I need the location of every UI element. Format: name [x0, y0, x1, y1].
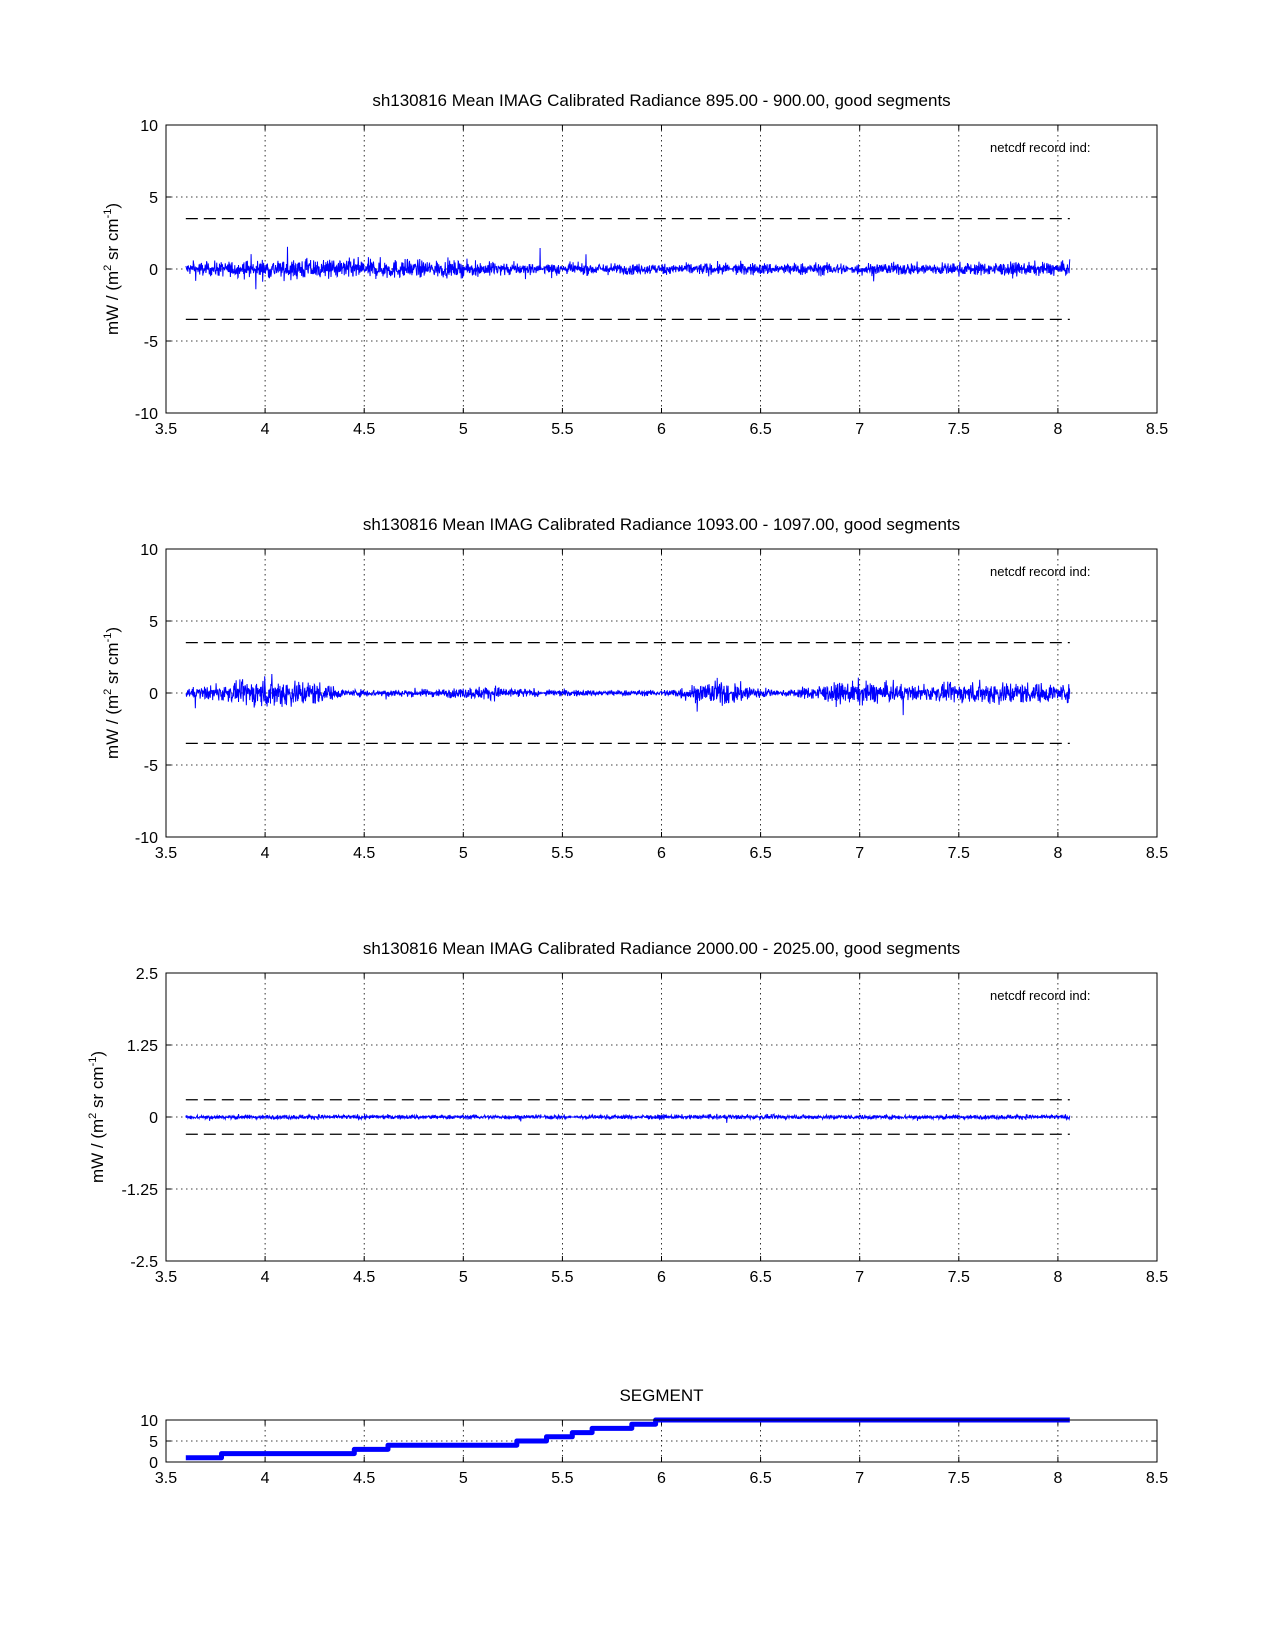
y-tick-label: 5: [149, 1434, 158, 1451]
x-tick-label: 6: [657, 1269, 666, 1286]
chart-title: sh130816 Mean IMAG Calibrated Radiance 895.00 - 900.00, good segments: [372, 91, 951, 110]
record-index-annotation: netcdf record ind:: [990, 564, 1091, 579]
x-tick-label: 5.5: [551, 421, 574, 438]
y-axis-label-text: sr cm: [103, 218, 122, 265]
y-axis-label-superscript: -1: [87, 1056, 99, 1067]
x-tick-label: 3.5: [154, 845, 178, 862]
chart-title: sh130816 Mean IMAG Calibrated Radiance 1093.00 - 1097.00, good segments: [362, 515, 961, 534]
y-axis-label-text: sr cm: [103, 642, 122, 689]
x-tick-label: 7: [855, 845, 865, 862]
y-tick-label: -10: [134, 830, 158, 847]
x-tick-label: 3.5: [154, 1269, 178, 1286]
x-tick-label: 7: [855, 1470, 865, 1487]
y-tick-label: 0: [149, 686, 158, 703]
y-tick-label: -5: [143, 758, 158, 775]
x-tick-label: 4: [260, 845, 270, 862]
x-tick-label: 7.5: [947, 421, 970, 438]
y-axis-label-superscript: 2: [102, 264, 114, 271]
y-axis-label-superscript: 2: [102, 688, 114, 695]
radiance-1093-1097-panel: [102, 515, 1168, 862]
x-tick-label: 4.5: [353, 1269, 376, 1286]
x-tick-label: 8.5: [1145, 1269, 1169, 1286]
x-tick-label: 7.5: [947, 845, 970, 862]
y-tick-label: 0: [149, 262, 158, 279]
y-axis-label-text: mW / (m: [103, 694, 122, 760]
radiance-895-900-panel: [102, 91, 1168, 438]
x-tick-label: 3.5: [154, 1470, 178, 1487]
x-tick-label: 4: [260, 421, 270, 438]
chart-title: sh130816 Mean IMAG Calibrated Radiance 2000.00 - 2025.00, good segments: [362, 939, 961, 958]
x-tick-label: 7: [855, 421, 865, 438]
y-axis-label-superscript: -1: [102, 632, 114, 643]
x-tick-label: 5.5: [551, 1470, 574, 1487]
x-tick-label: 4.5: [353, 421, 376, 438]
x-tick-label: 8.5: [1145, 1470, 1169, 1487]
x-tick-label: 5: [458, 1470, 468, 1487]
x-tick-label: 6.5: [749, 1269, 772, 1286]
x-tick-label: 6.5: [749, 1470, 772, 1487]
radiance-trace: [186, 247, 1070, 289]
x-tick-label: 4.5: [353, 845, 376, 862]
y-tick-label: 0: [149, 1455, 158, 1472]
radiance-2000-2025-panel: [87, 939, 1168, 1286]
x-tick-label: 4: [260, 1470, 270, 1487]
x-tick-label: 7: [855, 1269, 865, 1286]
y-axis-label-text: mW / (m: [88, 1118, 107, 1184]
y-axis-label-superscript: -1: [102, 208, 114, 219]
x-tick-label: 5: [458, 845, 468, 862]
y-tick-label: 0: [149, 1110, 158, 1127]
record-index-annotation: netcdf record ind:: [990, 140, 1091, 155]
y-tick-label: -5: [143, 334, 158, 351]
radiance-trace: [186, 1114, 1070, 1123]
y-tick-label: -1.25: [121, 1182, 158, 1199]
chart-title: SEGMENT: [619, 1386, 704, 1405]
x-tick-label: 7.5: [947, 1470, 970, 1487]
y-axis-label-text: ): [103, 202, 122, 209]
y-tick-label: 10: [140, 542, 158, 559]
x-tick-label: 4.5: [353, 1470, 376, 1487]
x-tick-label: 5.5: [551, 1269, 574, 1286]
y-tick-label: 5: [149, 190, 158, 207]
x-tick-label: 6.5: [749, 421, 772, 438]
y-tick-label: -2.5: [130, 1254, 158, 1271]
x-tick-label: 6: [657, 421, 666, 438]
segment-step-line: [186, 1420, 1070, 1458]
x-tick-label: 8.5: [1145, 845, 1169, 862]
x-tick-label: 8: [1053, 421, 1063, 438]
y-tick-label: 2.5: [135, 966, 158, 983]
y-axis-label: [102, 627, 122, 759]
radiance-trace: [186, 674, 1070, 715]
y-axis-label-text: sr cm: [88, 1066, 107, 1113]
y-axis-label-superscript: 2: [87, 1112, 99, 1119]
record-index-annotation: netcdf record ind:: [990, 988, 1091, 1003]
x-tick-label: 6: [657, 845, 666, 862]
y-tick-label: -10: [134, 406, 158, 423]
y-axis-label-text: ): [88, 1050, 107, 1057]
x-tick-label: 8.5: [1145, 421, 1169, 438]
x-tick-label: 7.5: [947, 1269, 970, 1286]
y-axis-label-text: ): [103, 626, 122, 633]
y-axis-label-text: mW / (m: [103, 270, 122, 336]
x-tick-label: 8: [1053, 1269, 1063, 1286]
x-tick-label: 6.5: [749, 845, 772, 862]
x-tick-label: 8: [1053, 1470, 1063, 1487]
y-tick-label: 5: [149, 614, 158, 631]
x-tick-label: 5: [458, 1269, 468, 1286]
y-axis-label: [87, 1051, 107, 1183]
x-tick-label: 4: [260, 1269, 270, 1286]
y-tick-label: 10: [140, 118, 158, 135]
x-tick-label: 8: [1053, 845, 1063, 862]
y-tick-label: 10: [140, 1413, 158, 1430]
y-axis-label: [102, 203, 122, 335]
x-tick-label: 6: [657, 1470, 666, 1487]
x-tick-label: 5.5: [551, 845, 574, 862]
x-tick-label: 3.5: [154, 421, 178, 438]
segment-panel: [140, 1386, 1168, 1487]
x-tick-label: 5: [458, 421, 468, 438]
y-tick-label: 1.25: [126, 1038, 158, 1055]
